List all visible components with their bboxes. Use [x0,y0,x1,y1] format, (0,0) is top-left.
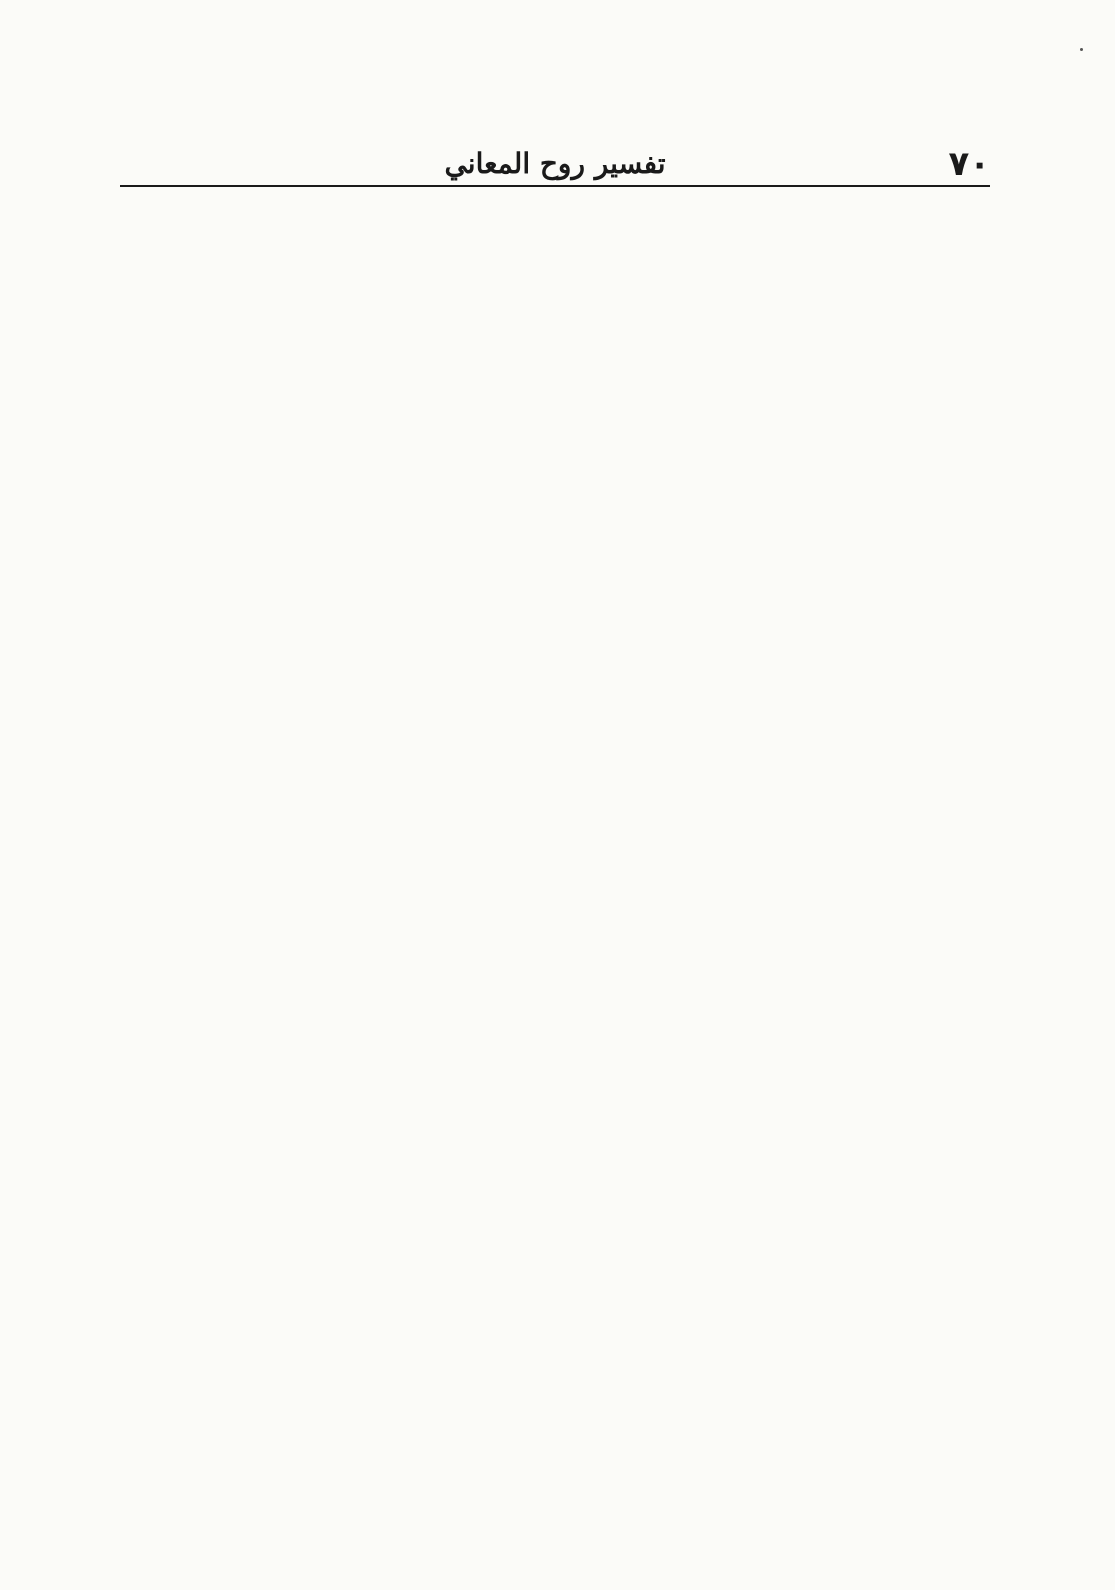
text-line [120,412,990,443]
text-line [120,778,990,809]
text-line [120,656,990,687]
text-line [120,1022,990,1053]
text-line [120,503,990,534]
text-line [120,869,990,900]
text-line [120,1083,990,1114]
text-line [120,1510,990,1541]
text-line [120,991,990,1022]
text-line [120,198,990,229]
text-line [120,625,990,656]
text-line [120,381,990,412]
text-line [120,1540,990,1571]
text-line [120,564,990,595]
page-header [120,142,990,186]
text-line [120,229,990,260]
text-line [120,686,990,717]
text-line [120,1449,990,1480]
text-line [120,1296,990,1327]
text-line [120,1357,990,1388]
text-line [120,473,990,504]
text-line [120,351,990,382]
text-line [120,320,990,351]
text-line [120,259,990,290]
text-line [120,1235,990,1266]
text-line [120,442,990,473]
text-line [120,839,990,870]
text-line [120,290,990,321]
text-line [120,747,990,778]
text-line [120,1144,990,1175]
text-line [120,1174,990,1205]
text-line [120,534,990,565]
text-line [120,1327,990,1358]
text-line [120,930,990,961]
text-line [120,1418,990,1449]
text-line [120,1113,990,1144]
text-line [120,1388,990,1419]
text-line [120,1479,990,1510]
text-line [120,1266,990,1297]
text-line [120,595,990,626]
scan-speck [1080,48,1083,51]
page-number: ٧٠ [948,144,990,184]
running-title: تفسير روح المعاني [444,147,666,180]
text-line [120,1052,990,1083]
text-line [120,961,990,992]
text-line [120,808,990,839]
text-line [120,717,990,748]
text-line [120,1205,990,1236]
header-rule [120,185,990,187]
body-text [120,198,990,1571]
text-line [120,900,990,931]
